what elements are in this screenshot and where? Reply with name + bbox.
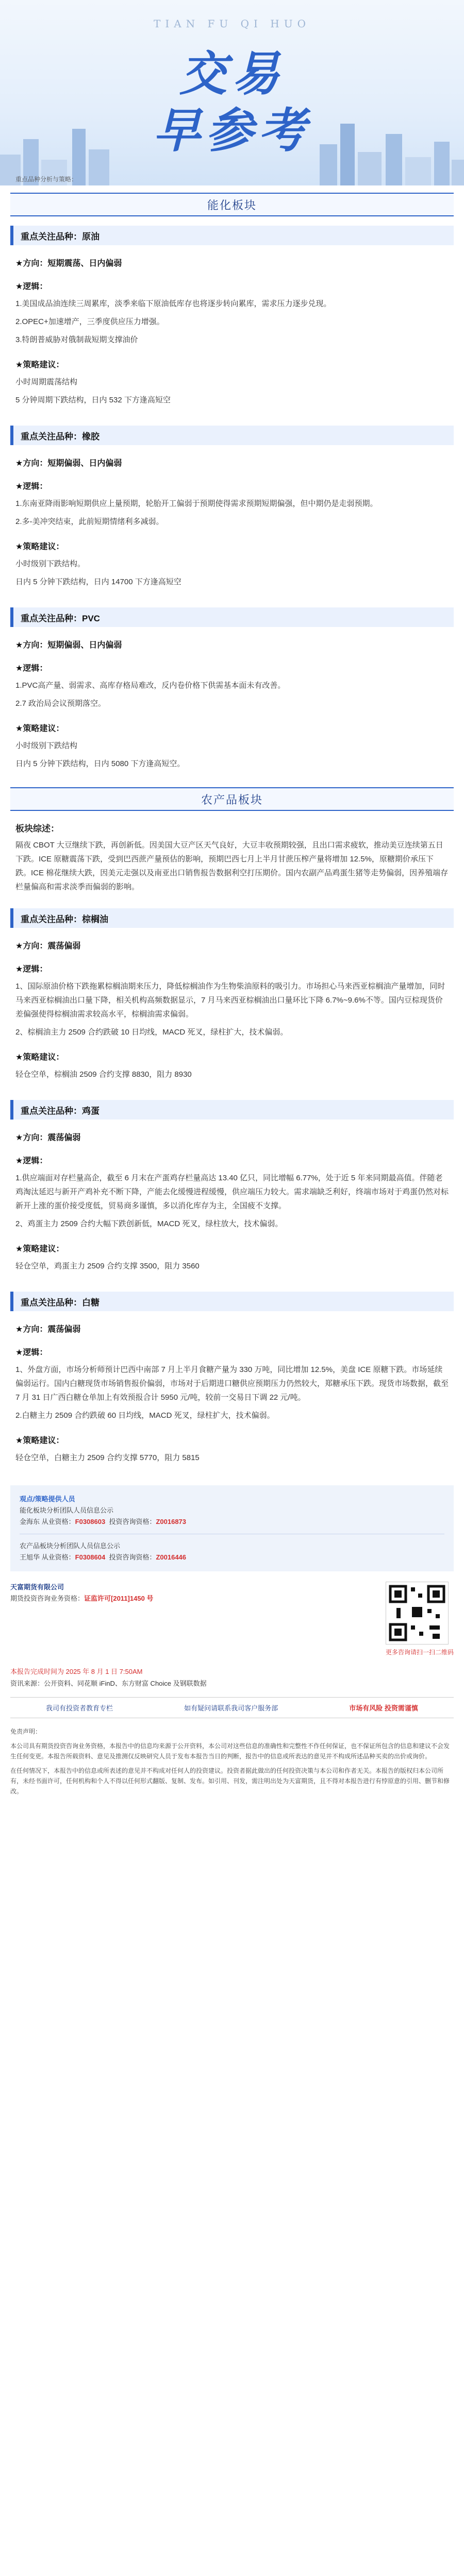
summary-text: 隔夜 CBOT 大豆继续下跌，再创新低。因美国大豆产区天气良好，大豆丰收预期较强，且出口需求疲软，推动美豆连续第五日下跌。ICE 原糖震荡下跌，受到巴西蔗产量预估的影响，预期巴西七月上半月甘蔗压榨产量将增加 12.5%，原糖期价承压下跌。ICE 棉花继续大跌，因美元走强以及南亚出口销售报告数据利空打压期价。国内农副产品鸡蛋生猪等走势偏弱，因养殖端存栏量偏高和需求淡季而偏弱的影响。 xyxy=(15,841,449,891)
person1-name: 金海东 xyxy=(20,1518,40,1526)
focus-item-head: 重点关注品种：棕榈油 xyxy=(10,908,454,928)
strategy-title: ★策略建议： xyxy=(15,1245,64,1253)
logic-list xyxy=(10,1171,454,1231)
person1-consult: Z0016873 xyxy=(156,1518,187,1526)
logic-point: 1.PVC高产量、弱需求、高库存格局难改，反内卷价格下供需基本面未有改善。 xyxy=(15,681,286,690)
qr-code-icon[interactable] xyxy=(386,1582,449,1645)
energy-section-title: 能化板块 xyxy=(10,193,454,216)
agri-section-title: 农产品板块 xyxy=(10,787,454,811)
strategy-title: ★策略建议： xyxy=(15,1436,64,1445)
agri-summary xyxy=(10,821,454,899)
focus-item-head: 重点关注品种：PVC xyxy=(10,607,454,627)
strategy-point: 轻仓空单，棕榈油 2509 合约支撑 8830，阻力 8930 xyxy=(15,1070,192,1079)
strategy-point: 小时级别下跌结构。 xyxy=(15,560,86,568)
strategy-title: ★策略建议： xyxy=(15,543,64,551)
slogan-education: 我司有投资者教育专栏 xyxy=(46,1704,113,1712)
logic-list xyxy=(10,679,454,710)
strategy-title: ★策略建议： xyxy=(15,724,64,733)
direction: ★方向：震荡偏弱 xyxy=(15,942,81,951)
strategy-list xyxy=(10,1259,454,1273)
disclaimer-para1: 本公司具有期货投资咨询业务资格，本报告中的信息均来源于公开资料，本公司对这些信息的准确性和完整性不作任何保证，也不保证所包含的信息和建议不会发生任何变更。本报告所载资料、意见及推测仅反映研究人员于发布本报告当日的判断，报告中的信息或所表达的意见并不构成所述品种买卖的出价或询价。 xyxy=(10,1742,450,1760)
logic-point: 3.特朗普威胁对俄制裁短期支撑油价 xyxy=(15,335,138,344)
person2-name: 王旭华 xyxy=(20,1553,40,1561)
group-label: 观点/策略提供人员 xyxy=(20,1495,75,1503)
logic-point: 1、国际原油价格下跌拖累棕榈油期来压力，降低棕榈油作为生物柴油原料的吸引力。市场担心马来西亚棕榈油产量增加，同时马来西亚棕榈油出口量下降，相关机构高频数据显示，7 月马来西亚棕榈油出口量环比下降 6.7%~9.6%不等。国内豆棕现货价差偏强使得棕榈油需求较高水平，棕榈油需求偏弱。 xyxy=(15,982,445,1019)
agri-items xyxy=(0,908,464,1474)
logic-point: 1、外盘方面，市场分析师预计巴西中南部 7 月上半月食糖产量为 330 万吨，同比增加 12.5%，美盘 ICE 原糖下跌。市场延续偏弱运行。国内白糖现货市场销售报价偏弱，市场对于后期进口糖供应预期压力仍然较大，郑糖承压下跌。现货市场数据，截至 7 月 31 日广西白糖仓单加上有效预报合计 5950 元/吨，较前一交易日下调 22 元/吨。 xyxy=(15,1365,449,1402)
banner-title-line2: 早参考 xyxy=(153,105,311,157)
disclaimer-title: 免责声明： xyxy=(10,1728,42,1735)
strategy-point: 小时级别下跌结构 xyxy=(15,741,78,750)
city-skyline-icon xyxy=(0,108,464,185)
banner-pinyin: TIAN FU QI HUO xyxy=(154,18,310,30)
data-source: 资讯来源：公开资料、同花顺 iFinD、东方财富 Choice 及钢联数据 xyxy=(10,1680,207,1687)
banner-note: 重点品种分析与策略： xyxy=(15,176,78,183)
logic-point: 1.美国成品油连续三周累库，淡季来临下原油低库存也将逐步转向累库，需求压力逐步兑现。 xyxy=(15,299,332,308)
logic-point: 2.OPEC+加速增产，三季度供应压力增强。 xyxy=(15,317,164,326)
strategy-point: 轻仓空单，鸡蛋主力 2509 合约支撑 3500，阻力 3560 xyxy=(15,1262,200,1270)
logic-point: 2.多-美冲突结束，此前短期情绪利多减弱。 xyxy=(15,517,164,526)
person2-consult-label: 投资咨询资格： xyxy=(109,1553,156,1561)
strategy-point: 5 分钟周期下跌结构，日内 532 下方逢高短空 xyxy=(15,396,171,404)
license-prefix: 期货投资咨询业务资格： xyxy=(10,1595,85,1602)
strategy-title: ★策略建议： xyxy=(15,361,64,369)
strategy-list xyxy=(10,557,454,589)
logic-point: 2.白糖主力 2509 合约跌破 60 日均线，MACD 死叉，绿柱扩大，技术偏弱。 xyxy=(15,1411,275,1420)
direction: ★方向：短期偏弱、日内偏弱 xyxy=(15,641,122,650)
logic-point: 2、鸡蛋主力 2509 合约大幅下跌创新低，MACD 死叉，绿柱放大，技术偏弱。 xyxy=(15,1219,283,1228)
company-name: 天富期货有限公司 xyxy=(10,1583,64,1591)
focus-item xyxy=(10,1100,454,1282)
disclaimer-para2: 在任何情况下，本报告中的信息或所表述的意见并不构成对任何人的投资建议。投资者据此做出的任何投资决策与本公司和作者无关。本报告的版权归本公司所有，未经书面许可，任何机构和个人不得以任何形式翻版、复制、发布。如引用、刊发，需注明出处为天富期货，且不得对本报告进行有悖原意的引用、删节和修改。 xyxy=(10,1767,450,1795)
energy-items xyxy=(0,226,464,780)
focus-item-head: 重点关注品种：白糖 xyxy=(10,1292,454,1311)
focus-item xyxy=(10,226,454,416)
logic-point: 2.7 政治局会议预期落空。 xyxy=(15,699,106,708)
logic-title: ★逻辑： xyxy=(15,965,48,974)
focus-item-head: 重点关注品种：橡胶 xyxy=(10,426,454,445)
focus-item-head: 重点关注品种：鸡蛋 xyxy=(10,1100,454,1120)
person2-qual-label: 从业资格： xyxy=(41,1553,75,1561)
focus-item xyxy=(10,908,454,1091)
focus-item-head: 重点关注品种：原油 xyxy=(10,226,454,245)
logic-title: ★逻辑： xyxy=(15,282,48,291)
logic-point: 1.供应端面对存栏量高企，截至 6 月末在产蛋鸡存栏量高达 13.40 亿只，同比增幅 6.77%，处于近 5 年来同期最高值。伴随老鸡淘汰延迟与新开产鸡补充不断下降，产能去化缓慢进程缓慢，供应端压力较大。需求端缺乏利好，终端市场对于鸡蛋仍然对标新开上涨的蛋价接受度低，贸易商多谨慎，多以消化库存为主，全国疲不支撑。 xyxy=(15,1174,449,1210)
slogan-contact: 如有疑问请联系我司客户服务部 xyxy=(184,1704,278,1712)
strategy-list xyxy=(10,1067,454,1081)
person1-consult-label: 投资咨询资格： xyxy=(109,1518,156,1526)
strategy-title: ★策略建议： xyxy=(15,1053,64,1062)
direction: ★方向：短期偏弱、日内偏弱 xyxy=(15,459,122,468)
focus-item xyxy=(10,607,454,780)
logic-point: 2、棕榈油主力 2509 合约跌破 10 日均线，MACD 死叉，绿柱扩大，技术偏弱。 xyxy=(15,1028,288,1037)
group2-role: 农产品板块分析团队人员信息公示 xyxy=(20,1542,121,1550)
banner-title-line1: 交易 xyxy=(179,48,285,100)
strategy-list xyxy=(10,375,454,407)
group-role: 能化板块分析团队人员信息公示 xyxy=(20,1506,114,1514)
summary-title: 板块综述： xyxy=(15,824,59,834)
risk-warning: 市场有风险 投资需谨慎 xyxy=(349,1704,418,1712)
logic-list xyxy=(10,297,454,347)
slogan-bar xyxy=(10,1697,454,1718)
logic-point: 1.东南亚降雨影响短期供应上量预期，轮胎开工偏弱于预期使得需求预期短期偏强，但中期仍是走弱预期。 xyxy=(15,499,378,508)
logic-title: ★逻辑： xyxy=(15,1348,48,1357)
person2-qual: F0308604 xyxy=(75,1553,106,1561)
analyst-info-box xyxy=(10,1485,454,1571)
logic-title: ★逻辑： xyxy=(15,664,48,673)
logic-list xyxy=(10,497,454,529)
strategy-list xyxy=(10,1451,454,1465)
logic-title: ★逻辑： xyxy=(15,1157,48,1165)
direction: ★方向：震荡偏弱 xyxy=(15,1133,81,1142)
direction: ★方向：短期震荡、日内偏弱 xyxy=(15,259,122,268)
strategy-point: 日内 5 分钟下跌结构，日内 5080 下方逢高短空。 xyxy=(15,759,185,768)
strategy-point: 小时周期震荡结构 xyxy=(15,378,78,386)
logic-list xyxy=(10,1363,454,1422)
header-banner xyxy=(0,0,464,185)
strategy-point: 日内 5 分钟下跌结构，日内 14700 下方逢高短空 xyxy=(15,578,181,586)
qr-caption: 更多咨询请扫一扫二维码 xyxy=(385,1649,454,1656)
person2-consult: Z0016446 xyxy=(156,1553,187,1561)
report-time: 本报告完成时间为 2025 年 8 月 1 日 7:50AM xyxy=(10,1668,143,1675)
license-number: 证监许可[2011]1450 号 xyxy=(84,1595,154,1602)
logic-title: ★逻辑： xyxy=(15,482,48,491)
person1-qual: F0308603 xyxy=(75,1518,106,1526)
strategy-point: 轻仓空单，白糖主力 2509 合约支撑 5770，阻力 5815 xyxy=(15,1453,200,1462)
focus-item xyxy=(10,1292,454,1474)
contact-area xyxy=(10,1582,454,1658)
person1-qual-label: 从业资格： xyxy=(41,1518,75,1526)
strategy-list xyxy=(10,739,454,771)
disclaimer xyxy=(10,1726,454,1797)
direction: ★方向：震荡偏弱 xyxy=(15,1325,81,1334)
focus-item xyxy=(10,426,454,598)
logic-list xyxy=(10,979,454,1039)
